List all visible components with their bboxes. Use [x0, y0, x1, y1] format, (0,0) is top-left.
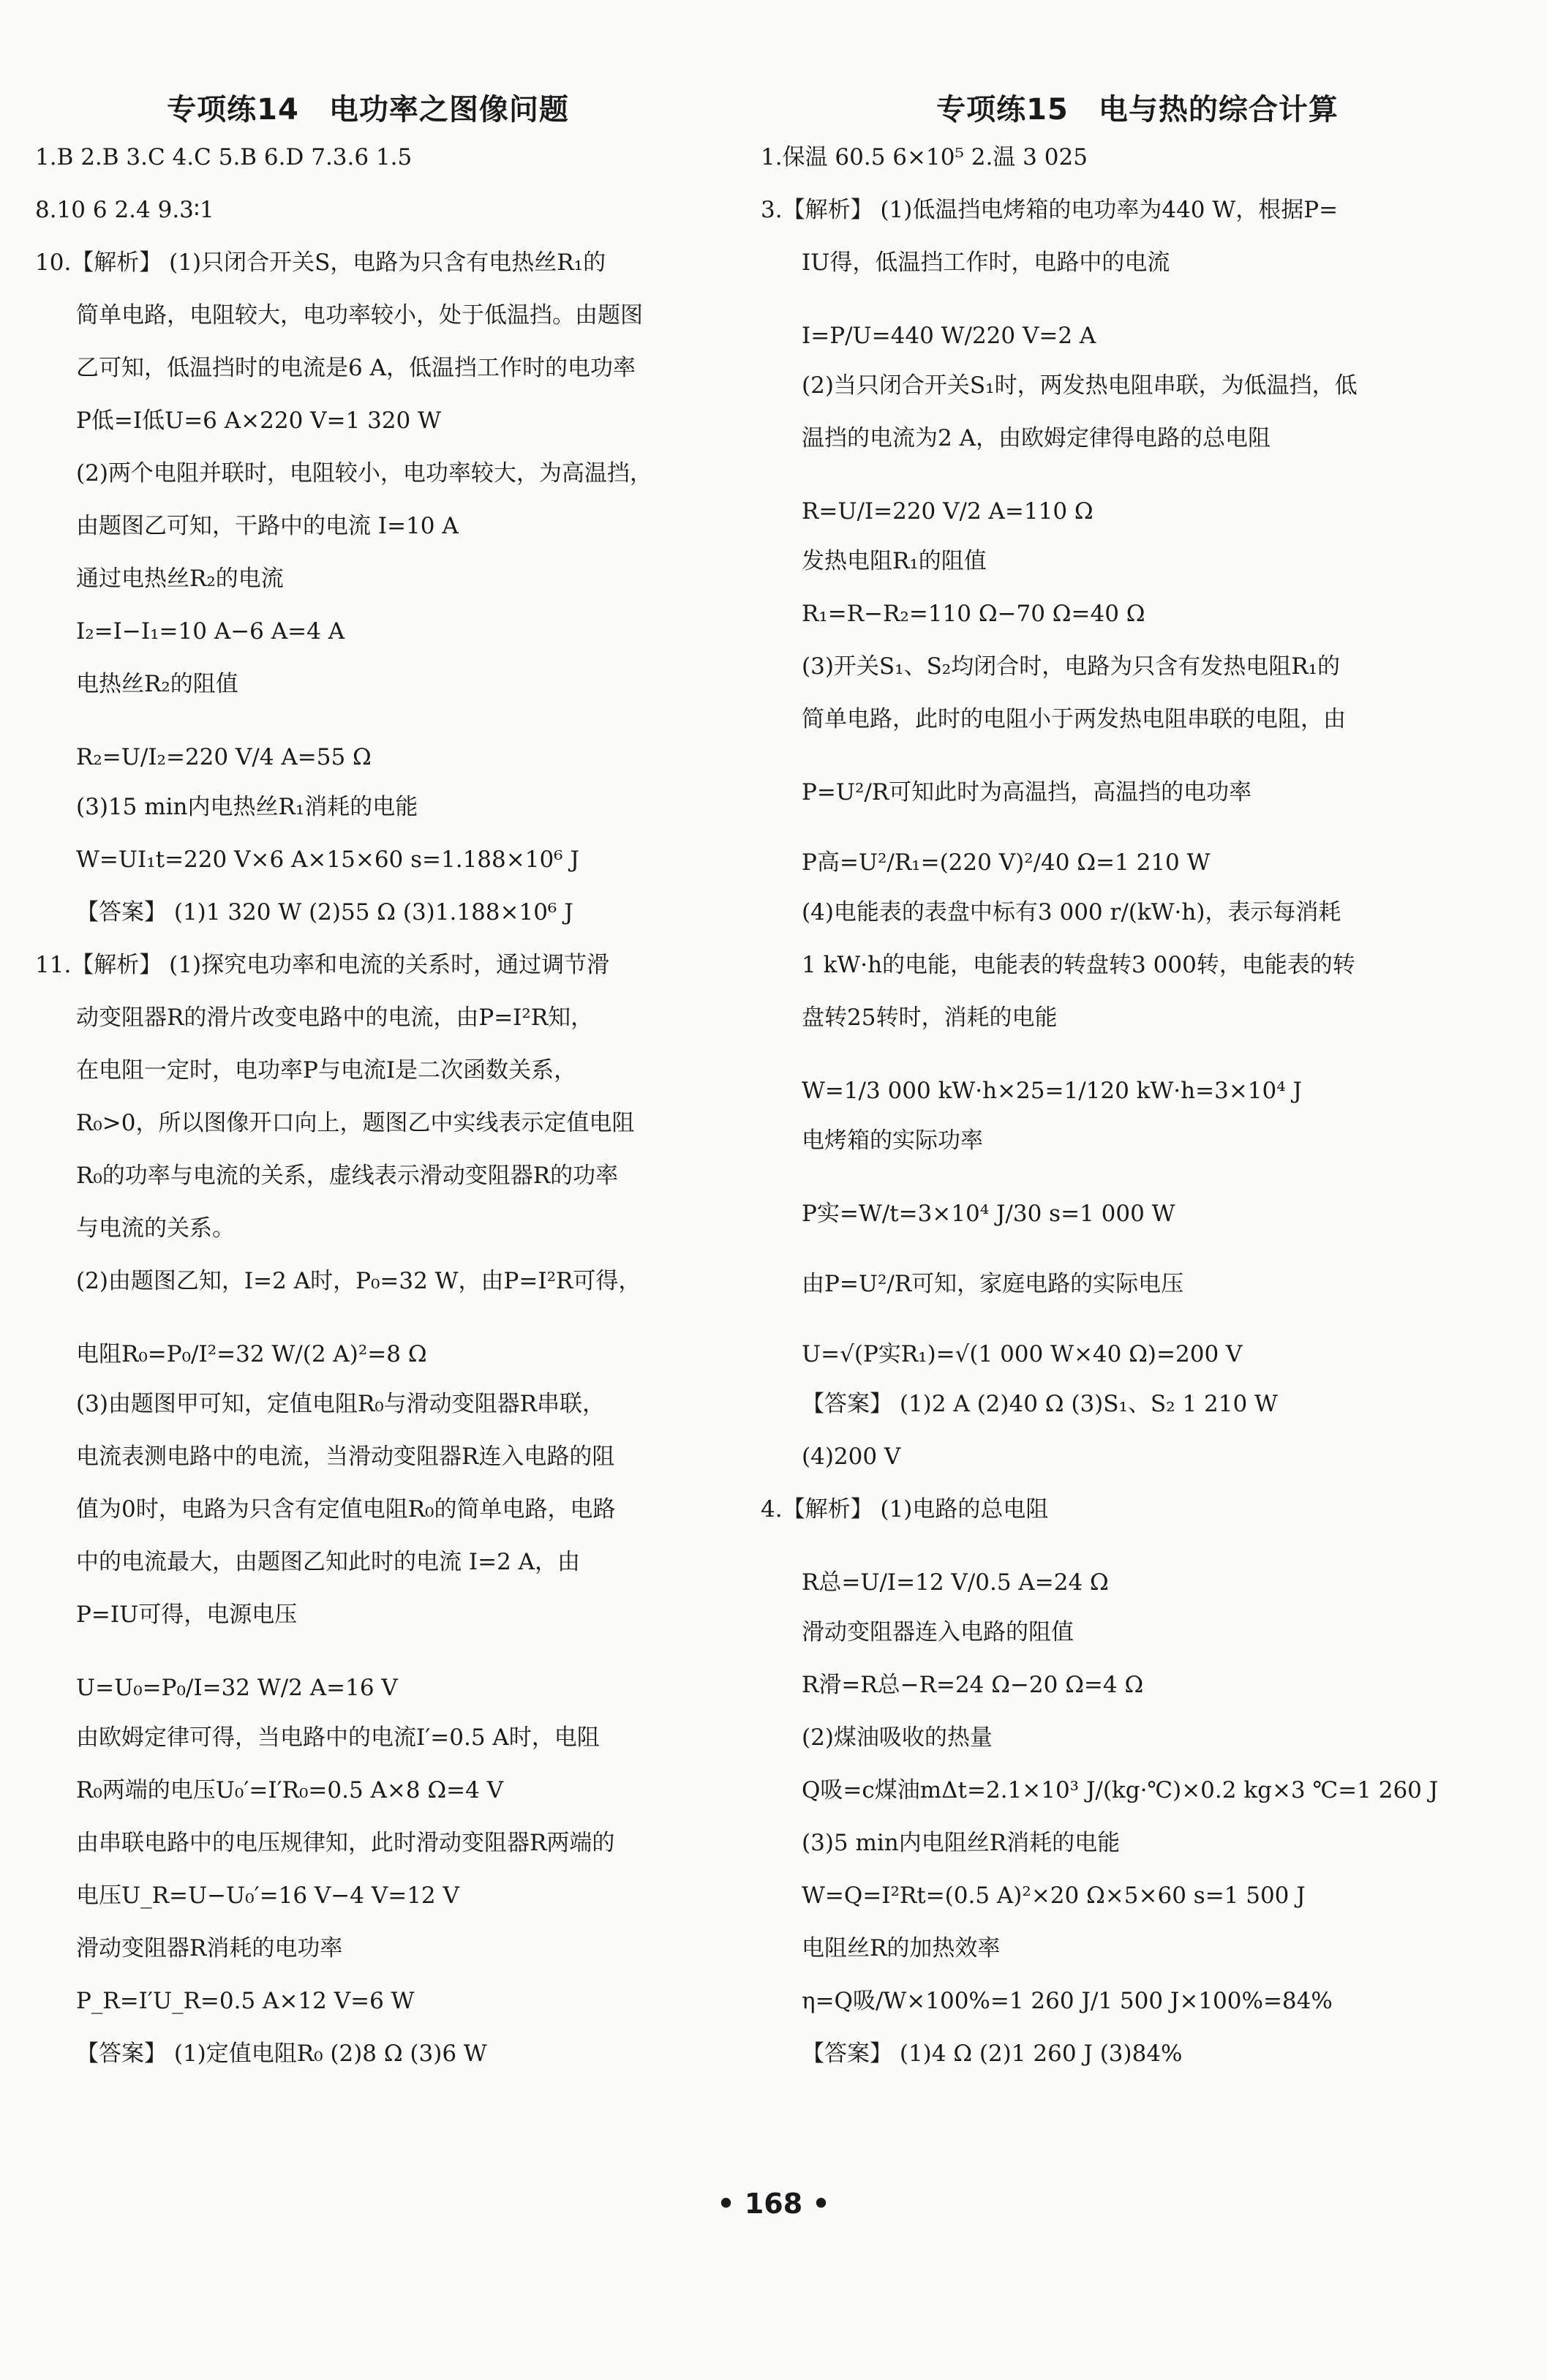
right-text-line: 电阻丝R的加热效率	[802, 1935, 1001, 1962]
left-text-line: 电热丝R₂的阻值	[76, 671, 238, 697]
left-text-line: 在电阻一定时，电功率P与电流I是二次函数关系，	[76, 1057, 577, 1084]
right-text-line: IU得，低温挡工作时，电路中的电流	[802, 249, 1170, 276]
right-text-line: 温挡的电流为2 A，由欧姆定律得电路的总电阻	[802, 425, 1271, 451]
left-text-line: W=UI₁t=220 V×6 A×15×60 s=1.188×10⁶ J	[76, 846, 579, 873]
left-text-line: R₂=U/I₂=220 V/4 A=55 Ω	[76, 744, 372, 770]
right-text-line: U=√(P实R₁)=√(1 000 W×40 Ω)=200 V	[802, 1341, 1243, 1367]
left-text-line: 8.10 6 2.4 9.3∶1	[35, 197, 214, 223]
right-text-line: I=P/U=440 W/220 V=2 A	[802, 323, 1096, 349]
left-text-line: 由串联电路中的电压规律知，此时滑动变阻器R两端的	[76, 1830, 615, 1856]
left-text-line: R₀>0，所以图像开口向上，题图乙中实线表示定值电阻	[76, 1110, 635, 1136]
right-text-line: 1 kW·h的电能，电能表的转盘转3 000转，电能表的转	[802, 952, 1355, 978]
right-text-line: 简单电路，此时的电阻小于两发热电阻串联的电阻，由	[802, 706, 1346, 732]
left-text-line: (2)两个电阻并联时，电阻较小，电功率较大，为高温挡，	[76, 460, 652, 487]
right-text-line: 4.【解析】 (1)电路的总电阻	[761, 1496, 1049, 1523]
left-text-line: 通过电热丝R₂的电流	[76, 566, 284, 592]
right-text-line: R=U/I=220 V/2 A=110 Ω	[802, 498, 1094, 525]
right-text-line: W=1/3 000 kW·h×25=1/120 kW·h=3×10⁴ J	[802, 1078, 1302, 1104]
right-text-line: 滑动变阻器连入电路的阻值	[802, 1619, 1074, 1645]
left-text-line: 电阻R₀=P₀/I²=32 W/(2 A)²=8 Ω	[76, 1341, 427, 1367]
right-text-line: R₁=R−R₂=110 Ω−70 Ω=40 Ω	[802, 601, 1145, 627]
left-text-line: 11.【解析】 (1)探究电功率和电流的关系时，通过调节滑	[35, 952, 610, 978]
left-text-line: 由题图乙可知，干路中的电流 I=10 A	[76, 513, 459, 539]
right-text-line: (3)5 min内电阻丝R消耗的电能	[802, 1830, 1121, 1856]
left-section-title: 专项练14 电功率之图像问题	[167, 93, 569, 127]
left-text-line: 【答案】 (1)定值电阻R₀ (2)8 Ω (3)6 W	[76, 2041, 487, 2067]
left-text-line: (3)15 min内电热丝R₁消耗的电能	[76, 794, 418, 820]
right-text-line: P实=W/t=3×10⁴ J/30 s=1 000 W	[802, 1201, 1175, 1227]
left-text-line: 乙可知，低温挡时的电流是6 A，低温挡工作时的电功率	[76, 355, 636, 381]
right-text-line: P=U²/R可知此时为高温挡，高温挡的电功率	[802, 779, 1252, 806]
left-text-line: 滑动变阻器R消耗的电功率	[76, 1935, 343, 1962]
left-text-line: (3)由题图甲可知，定值电阻R₀与滑动变阻器R串联，	[76, 1391, 606, 1417]
left-text-line: R₀的功率与电流的关系，虚线表示滑动变阻器R的功率	[76, 1163, 619, 1189]
left-text-line: R₀两端的电压U₀′=I′R₀=0.5 A×8 Ω=4 V	[76, 1777, 504, 1803]
left-text-line: P=IU可得，电源电压	[76, 1602, 298, 1628]
right-text-line: 3.【解析】 (1)低温挡电烤箱的电功率为440 W，根据P=	[761, 197, 1339, 223]
left-text-line: P_R=I′U_R=0.5 A×12 V=6 W	[76, 1988, 415, 2014]
right-text-line: R总=U/I=12 V/0.5 A=24 Ω	[802, 1569, 1109, 1596]
left-text-line: 简单电路，电阻较大，电功率较小，处于低温挡。由题图	[76, 302, 643, 329]
right-text-line: (2)当只闭合开关S₁时，两发热电阻串联，为低温挡，低	[802, 372, 1358, 399]
right-text-line: (3)开关S₁、S₂均闭合时，电路为只含有发热电阻R₁的	[802, 653, 1341, 680]
right-text-line: R滑=R总−R=24 Ω−20 Ω=4 Ω	[802, 1672, 1144, 1698]
left-text-line: 电压U_R=U−U₀′=16 V−4 V=12 V	[76, 1882, 459, 1909]
left-text-line: I₂=I−I₁=10 A−6 A=4 A	[76, 618, 345, 645]
right-text-line: (4)电能表的表盘中标有3 000 r/(kW·h)，表示每消耗	[802, 899, 1341, 926]
right-text-line: P高=U²/R₁=(220 V)²/40 Ω=1 210 W	[802, 849, 1211, 876]
left-text-line: 由欧姆定律可得，当电路中的电流I′=0.5 A时，电阻	[76, 1724, 600, 1751]
left-text-line: U=U₀=P₀/I=32 W/2 A=16 V	[76, 1675, 398, 1701]
right-line-list	[761, 143, 1514, 2092]
right-text-line: 1.保温 60.5 6×10⁵ 2.温 3 025	[761, 144, 1088, 170]
left-text-line: 10.【解析】 (1)只闭合开关S，电路为只含有电热丝R₁的	[35, 249, 606, 276]
right-text-line: η=Q吸/W×100%=1 260 J/1 500 J×100%=84%	[802, 1988, 1333, 2014]
right-text-line: 【答案】 (1)4 Ω (2)1 260 J (3)84%	[802, 2041, 1183, 2067]
right-text-line: 发热电阻R₁的阻值	[802, 548, 987, 574]
left-text-line: 中的电流最大，由题图乙知此时的电流 I=2 A，由	[76, 1549, 581, 1575]
left-text-line: P低=I低U=6 A×220 V=1 320 W	[76, 408, 441, 434]
right-column	[761, 84, 1514, 2092]
page-number: • 168 •	[717, 2188, 830, 2220]
left-text-line: (2)由题图乙知，I=2 A时，P₀=32 W，由P=I²R可得，	[76, 1268, 641, 1294]
right-section-title: 专项练15 电与热的综合计算	[936, 93, 1339, 127]
left-text-line: 动变阻器R的滑片改变电路中的电流，由P=I²R知，	[76, 1005, 594, 1031]
right-text-line: 由P=U²/R可知，家庭电路的实际电压	[802, 1271, 1184, 1297]
left-text-line: 值为0时，电路为只含有定值电阻R₀的简单电路，电路	[76, 1496, 616, 1523]
right-text-line: Q吸=c煤油mΔt=2.1×10³ J/(kg·℃)×0.2 kg×3 ℃=1 260 J	[802, 1777, 1439, 1803]
right-text-line: 【答案】 (1)2 A (2)40 Ω (3)S₁、S₂ 1 210 W	[802, 1391, 1278, 1417]
right-text-line: W=Q=I²Rt=(0.5 A)²×20 Ω×5×60 s=1 500 J	[802, 1882, 1306, 1909]
right-text-line: 电烤箱的实际功率	[802, 1127, 983, 1154]
left-text-line: 与电流的关系。	[76, 1215, 235, 1242]
right-text-line: 盘转25转时，消耗的电能	[802, 1005, 1058, 1031]
right-text-line: (2)煤油吸收的热量	[802, 1724, 993, 1751]
left-column	[35, 84, 701, 2092]
left-text-line: 【答案】 (1)1 320 W (2)55 Ω (3)1.188×10⁶ J	[76, 899, 573, 926]
left-text-line: 1.B 2.B 3.C 4.C 5.B 6.D 7.3.6 1.5	[35, 144, 413, 170]
left-text-line: 电流表测电路中的电流，当滑动变阻器R连入电路的阻	[76, 1444, 615, 1470]
left-line-list	[35, 143, 701, 2092]
right-text-line: (4)200 V	[802, 1444, 901, 1470]
